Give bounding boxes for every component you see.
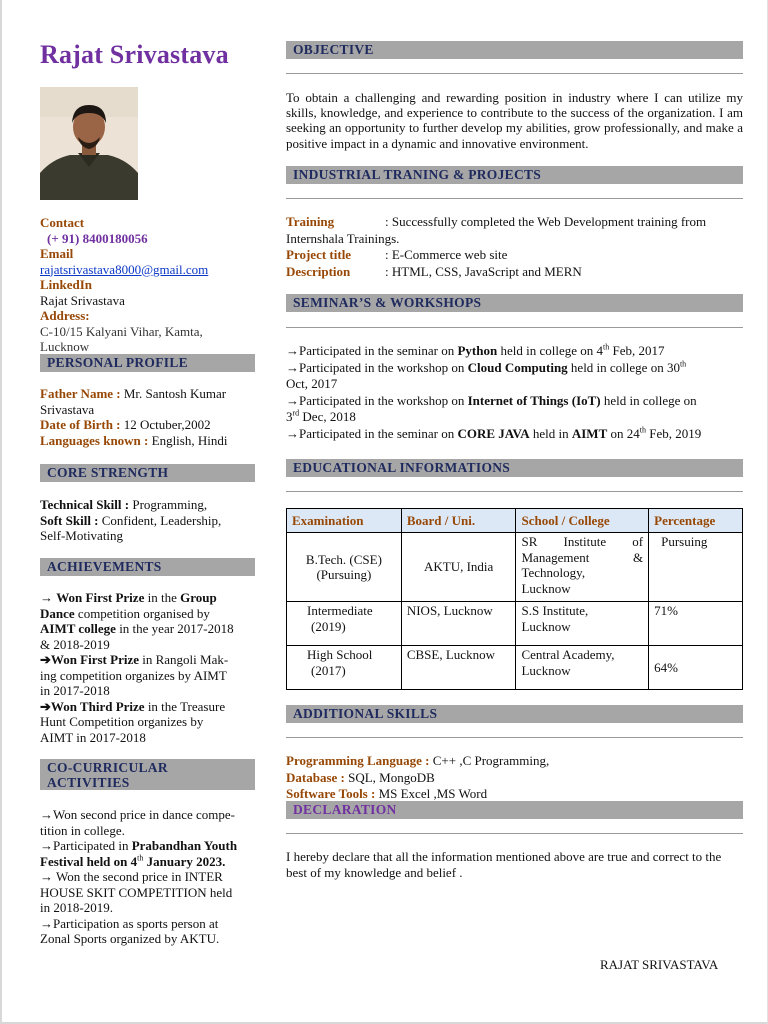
board-cell: AKTU, India: [401, 533, 516, 602]
education-table: [286, 508, 743, 690]
percentage-cell: 71%: [649, 602, 743, 646]
personal-profile-block: [40, 386, 258, 448]
section-divider: [286, 737, 743, 738]
activity-item-cont: tition in college.: [40, 822, 125, 838]
percentage-cell: 64%: [649, 646, 743, 690]
programming-value: C++ ,C Programming,: [429, 753, 550, 768]
education-heading: EDUCATIONAL INFORMATIONS: [286, 459, 743, 477]
achievement-item-cont: Dance competition organised by: [40, 605, 210, 621]
board-cell: CBSE, Lucknow: [401, 646, 516, 690]
exam-cell: High School (2017): [287, 646, 402, 690]
column-header: Examination: [287, 509, 402, 533]
address-label: Address:: [40, 308, 90, 323]
training-label: Training: [286, 214, 335, 229]
address-line: C-10/15 Kalyani Vihar, Kamta,: [40, 323, 203, 339]
activity-item: → Won the second price in INTER: [40, 869, 223, 884]
project-title-label: Project title: [286, 247, 352, 262]
achievement-item-cont: AIMT college in the year 2017-2018: [40, 621, 234, 636]
linkedin-value[interactable]: Rajat Srivastava: [40, 292, 125, 308]
phone-number[interactable]: (+ 91) 8400180056: [47, 230, 148, 246]
seminars-block: [286, 343, 743, 442]
software-tools-label: Software Tools :: [286, 786, 376, 801]
section-divider: [286, 327, 743, 328]
soft-skill-value: Confident, Leadership,: [98, 512, 222, 528]
technical-skill-value: Programming,: [129, 497, 208, 512]
core-strength-heading: CORE STRENGTH: [40, 464, 255, 482]
languages-label: Languages known :: [40, 432, 149, 448]
dob-value: 12 Octuber,2002: [120, 417, 211, 432]
seminar-item: →Participated in the seminar on Python held in college on 4th Feb, 2017: [286, 342, 665, 358]
achievements-block: [40, 590, 255, 745]
additional-skills-block: [286, 753, 743, 786]
school-cell: Central Academy, Lucknow: [516, 646, 649, 690]
achievement-item: → Won First Prize in the Group: [40, 590, 217, 605]
father-label: Father Name :: [40, 386, 121, 401]
school-cell: S.S Institute, Lucknow: [516, 602, 649, 646]
seminar-item: →Participated in the workshop on Internet of Things (IoT) held in college on: [286, 392, 697, 408]
achievement-item-cont: AIMT in 2017-2018: [40, 729, 146, 745]
core-strength-block: [40, 497, 258, 544]
contact-label: Contact: [40, 215, 85, 230]
signature-name: RAJAT SRIVASTAVA: [600, 957, 719, 972]
dob-label: Date of Birth :: [40, 417, 121, 432]
section-divider: [286, 198, 743, 199]
activity-item-cont: HOUSE SKIT COMPETITION held: [40, 884, 233, 900]
soft-skill-label: Soft Skill :: [40, 512, 99, 528]
declaration-heading: DECLARATION: [286, 801, 743, 819]
percentage-cell: Pursuing: [649, 533, 743, 602]
linkedin-label: LinkedIn: [40, 277, 93, 292]
co-curricular-heading: CO-CURRICULAR ACTIVITIES: [40, 759, 255, 790]
contact-block: [40, 215, 260, 355]
column-header: Percentage: [649, 509, 743, 533]
training-value: : Successfully completed the Web Development training from: [385, 214, 707, 229]
column-header: Board / Uni.: [401, 509, 516, 533]
school-cell: SR Institute of Management & Technology, Lucknow: [516, 533, 649, 602]
technical-skill-label: Technical Skill :: [40, 497, 130, 512]
achievement-item-cont: ing competition organizes by AIMT: [40, 667, 227, 683]
software-tools-row: [286, 786, 743, 802]
training-block: [286, 214, 743, 280]
seminar-item: →Participated in the seminar on CORE JAVA held in AIMT on 24th Feb, 2019: [286, 425, 702, 441]
board-cell: NIOS, Lucknow: [401, 602, 516, 646]
table-row: [287, 533, 743, 602]
software-tools-value: MS Excel ,MS Word: [375, 786, 488, 801]
training-heading: INDUSTRIAL TRANING & PROJECTS: [286, 166, 743, 184]
activity-item: →Participation as sports person at: [40, 915, 219, 931]
address-line: Lucknow: [40, 339, 90, 354]
achievement-item: ➔Won Third Prize in the Treasure: [40, 698, 226, 714]
achievement-item-cont: in 2017-2018: [40, 683, 110, 698]
database-label: Database :: [286, 769, 345, 785]
additional-skills-heading: ADDITIONAL SKILLS: [286, 705, 743, 723]
programming-label: Programming Language :: [286, 753, 430, 768]
seminar-item-cont: 3rd Dec, 2018: [286, 408, 356, 424]
section-divider: [286, 491, 743, 492]
soft-skill-value-cont: Self-Motivating: [40, 528, 124, 543]
achievement-item: ➔Won First Prize in Rangoli Mak-: [40, 652, 229, 667]
declaration-text: I hereby declare that all the information mentioned above are true and correct to the best of my knowledge and belief .: [286, 849, 722, 880]
training-value-cont: Internshala Trainings.: [286, 230, 400, 246]
activity-item-cont: Zonal Sports organized by AKTU.: [40, 931, 220, 946]
exam-cell: Intermediate (2019): [287, 602, 402, 646]
activity-item-cont: in 2018-2019.: [40, 900, 113, 915]
achievements-heading: ACHIEVEMENTS: [40, 558, 255, 576]
achievement-item-cont: & 2018-2019: [40, 636, 110, 652]
section-divider: [286, 73, 743, 74]
table-row: [287, 602, 743, 646]
table-header-row: [287, 509, 743, 533]
database-value: SQL, MongoDB: [344, 769, 435, 785]
languages-value: English, Hindi: [148, 432, 228, 448]
personal-profile-heading: PERSONAL PROFILE: [40, 354, 255, 372]
objective-text: To obtain a challenging and rewarding position in industry where I can utilize my skills, knowledge, and experience to contribute to the success of the organization. I am seeking an opportunity to further develop my abilities, grow professionally, and make a positive impact in a dynamic and innovative environment.: [286, 90, 743, 151]
email-link[interactable]: rajatsrivastava8000@gmail.com: [40, 261, 209, 277]
objective-heading: OBJECTIVE: [286, 41, 743, 59]
section-divider: [286, 833, 743, 834]
activity-item: →Won second price in dance compe-: [40, 807, 235, 822]
seminar-item-cont: Oct, 2017: [286, 376, 338, 391]
email-label: Email: [40, 246, 74, 261]
candidate-name: Rajat Srivastava: [40, 40, 229, 69]
table-row: [287, 646, 743, 690]
father-value-cont: Srivastava: [40, 401, 95, 417]
column-header: School / College: [516, 509, 649, 533]
achievement-item-cont: Hunt Competition organizes by: [40, 714, 204, 729]
co-curricular-block: [40, 807, 260, 947]
seminars-heading: SEMINAR’S & WORKSHOPS: [286, 294, 743, 312]
project-title-value: : E-Commerce web site: [385, 247, 508, 262]
description-label: Description: [286, 263, 351, 279]
activity-item: →Participated in Prabandhan Youth: [40, 838, 238, 853]
activity-item-cont: Festival held on 4th January 2023.: [40, 853, 226, 869]
exam-cell: B.Tech. (CSE) (Pursuing): [287, 533, 402, 602]
profile-photo: [40, 87, 138, 200]
seminar-item: →Participated in the workshop on Cloud Computing held in college on 30th: [286, 359, 687, 375]
description-value: : HTML, CSS, JavaScript and MERN: [385, 263, 582, 279]
father-value: Mr. Santosh Kumar: [120, 386, 227, 401]
